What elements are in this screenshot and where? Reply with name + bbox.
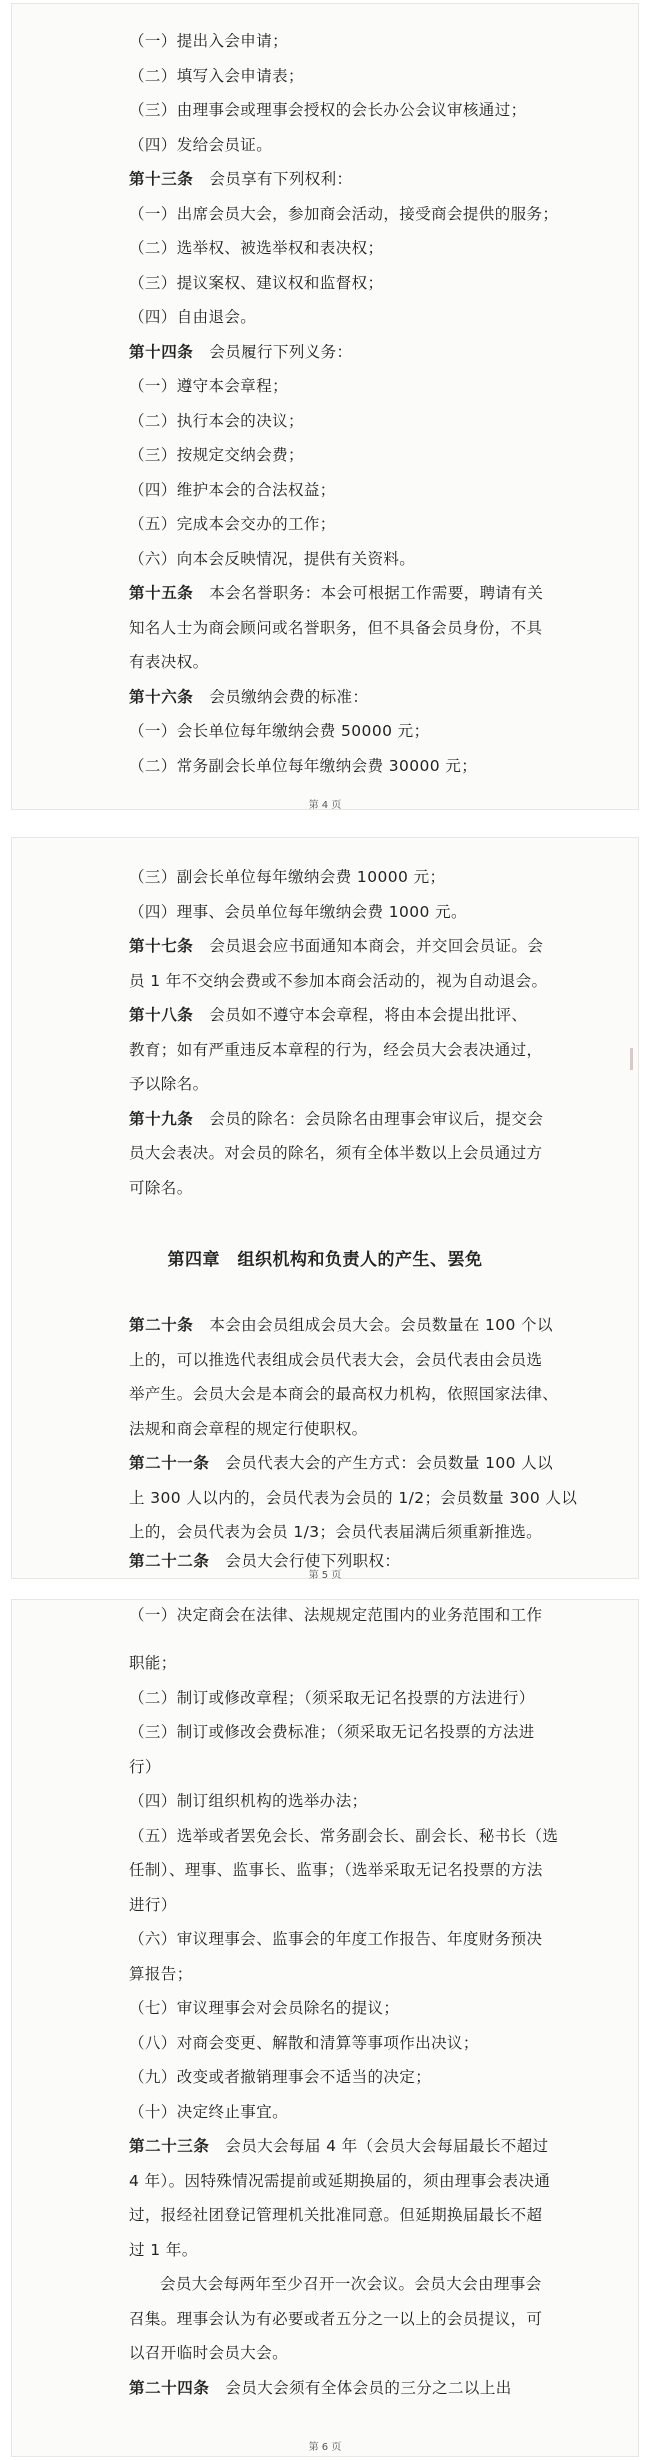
text-line: （六）审议理事会、监事会的年度工作报告、年度财务预决 [129, 1930, 543, 1948]
article-line [129, 2135, 548, 2157]
article-line [129, 1004, 527, 1026]
article-number: 第十八条 [129, 1006, 194, 1024]
article-text: 本会名誉职务：本会可根据工作需要，聘请有关 [209, 584, 544, 602]
text-line: （三）由理事会或理事会授权的会长办公会议审核通过； [129, 101, 527, 119]
text-line: 4 年）。因特殊情况需提前或延期换届的，须由理事会表决通 [129, 2172, 551, 2190]
article-number: 第十五条 [129, 584, 194, 602]
text-line: （四）理事、会员单位每年缴纳会费 1000 元。 [129, 903, 467, 921]
article-text: 会员履行下列义务： [209, 343, 353, 361]
text-line: （三）副会长单位每年缴纳会费 10000 元； [129, 868, 446, 886]
text-line: （一）会长单位每年缴纳会费 50000 元； [129, 722, 430, 740]
text-line: 举产生。会员大会是本商会的最高权力机构，依照国家法律、 [129, 1385, 559, 1403]
text-line: 法规和商会章程的规定行使职权。 [129, 1420, 368, 1438]
page-number: 第 5 页 [308, 1570, 342, 1581]
text-line: （一）决定商会在法律、法规规定范围内的业务范围和工作 [129, 1606, 543, 1624]
document-page-5 [12, 838, 638, 1581]
article-line [129, 168, 352, 190]
article-text: 会员的除名：会员除名由理事会审议后，提交会 [209, 1110, 544, 1128]
text-line: （一）提出入会申请； [129, 32, 289, 50]
article-number: 第十六条 [129, 688, 194, 706]
text-line: （二）填写入会申请表； [129, 67, 304, 85]
article-text: 本会由会员组成会员大会。会员数量在 100 个以 [209, 1316, 553, 1334]
article-line [129, 582, 543, 604]
article-line [129, 686, 368, 708]
text-line: （三）提议案权、建议权和监督权； [129, 274, 384, 292]
text-line: 以召开临时会员大会。 [129, 2344, 289, 2362]
text-line: （五）选举或者罢免会长、常务副会长、副会长、秘书长（选 [129, 1827, 559, 1845]
text-line: 任制）、理事、监事长、监事；（选举采取无记名投票的方法 [129, 1861, 543, 1879]
article-number: 第二十三条 [129, 2137, 210, 2155]
text-line: 召集。理事会认为有必要或者五分之一以上的会员提议，可 [129, 2310, 543, 2328]
text-line: 职能； [129, 1654, 177, 1672]
text-line: 可除名。 [129, 1179, 193, 1197]
article-number: 第十四条 [129, 343, 194, 361]
article-number: 第二十二条 [129, 1552, 210, 1570]
text-line: （一）出席会员大会，参加商会活动，接受商会提供的服务； [129, 205, 559, 223]
text-line: （五）完成本会交办的工作； [129, 515, 336, 533]
text-line: 上 300 人以内的，会员代表为会员的 1/2；会员数量 300 人以 [129, 1489, 578, 1507]
text-line: （四）维护本会的合法权益； [129, 481, 336, 499]
text-line: 会员大会每两年至少召开一次会议。会员大会由理事会 [160, 2275, 542, 2293]
text-line: 上的，会员代表为会员 1/3；会员代表届满后须重新推选。 [129, 1523, 543, 1541]
text-line: 过，报经社团登记管理机关批准同意。但延期换届最长不超 [129, 2206, 543, 2224]
page-number: 第 4 页 [308, 800, 342, 811]
text-line: 知名人士为商会顾问或名誉职务，但不具备会员身份，不具 [129, 619, 543, 637]
article-text: 会员如不遵守本会章程，将由本会提出批评、 [209, 1006, 528, 1024]
text-line: 予以除名。 [129, 1075, 209, 1093]
article-number: 第十三条 [129, 170, 194, 188]
text-line: （一）遵守本会章程； [129, 377, 289, 395]
text-line: 员 1 年不交纳会费或不参加本商会活动的，视为自动退会。 [129, 972, 548, 990]
text-line: （四）自由退会。 [129, 308, 257, 326]
text-line: （三）按规定交纳会费； [129, 446, 304, 464]
text-line: （七）审议理事会对会员除名的提议； [129, 1999, 400, 2017]
text-line: （十）决定终止事宜。 [129, 2103, 289, 2121]
article-number: 第十九条 [129, 1110, 194, 1128]
article-number: 第二十条 [129, 1316, 194, 1334]
article-text: 会员退会应书面通知本商会，并交回会员证。会 [209, 937, 544, 955]
text-line: （二）执行本会的决议； [129, 412, 304, 430]
article-text: 会员大会须有全体会员的三分之二以上出 [225, 2379, 512, 2397]
text-line: 上的，可以推选代表组成会员代表大会，会员代表由会员选 [129, 1351, 543, 1369]
text-line: 算报告； [129, 1965, 193, 1983]
text-line: （八）对商会变更、解散和清算等事项作出决议； [129, 2034, 479, 2052]
document-page-4 [12, 4, 638, 809]
scan-mark [630, 1048, 633, 1070]
text-line: （二）选举权、被选举权和表决权； [129, 239, 384, 257]
article-text: 会员缴纳会费的标准： [209, 688, 369, 706]
article-line [129, 1314, 553, 1336]
text-line: 进行） [129, 1896, 177, 1914]
text-line: （四）发给会员证。 [129, 136, 273, 154]
chapter-heading: 第四章 组织机构和负责人的产生、罢免 [167, 1250, 483, 1270]
article-text: 会员享有下列权利： [209, 170, 353, 188]
text-line: 过 1 年。 [129, 2241, 198, 2259]
page-number: 第 6 页 [308, 2442, 342, 2453]
text-line: 教育；如有严重违反本章程的行为，经会员大会表决通过， [129, 1041, 543, 1059]
text-line: （三）制订或修改会费标准；（须采取无记名投票的方法进 [129, 1723, 535, 1741]
article-text: 会员大会每届 4 年（会员大会每届最长不超过 [225, 2137, 549, 2155]
text-line: （六）向本会反映情况，提供有关资料。 [129, 550, 416, 568]
text-line: 有表决权。 [129, 653, 209, 671]
article-text: 会员大会行使下列职权： [225, 1552, 401, 1570]
article-text: 会员代表大会的产生方式：会员数量 100 人以 [225, 1454, 554, 1472]
text-line: （四）制订组织机构的选举办法； [129, 1792, 368, 1810]
article-number: 第二十一条 [129, 1454, 210, 1472]
article-line [129, 341, 352, 363]
text-line: 员大会表决。对会员的除名，须有全体半数以上会员通过方 [129, 1144, 543, 1162]
article-line [129, 2377, 512, 2399]
article-number: 第二十四条 [129, 2379, 210, 2397]
article-number: 第十七条 [129, 937, 194, 955]
article-line [129, 935, 543, 957]
text-line: （九）改变或者撤销理事会不适当的决定； [129, 2068, 432, 2086]
article-line [129, 1108, 543, 1130]
text-line: （二）制订或修改章程；（须采取无记名投票的方法进行） [129, 1689, 535, 1707]
text-line: （二）常务副会长单位每年缴纳会费 30000 元； [129, 757, 478, 775]
document-page-6 [12, 1600, 638, 2456]
text-line: 行） [129, 1758, 161, 1776]
article-line [129, 1452, 553, 1474]
